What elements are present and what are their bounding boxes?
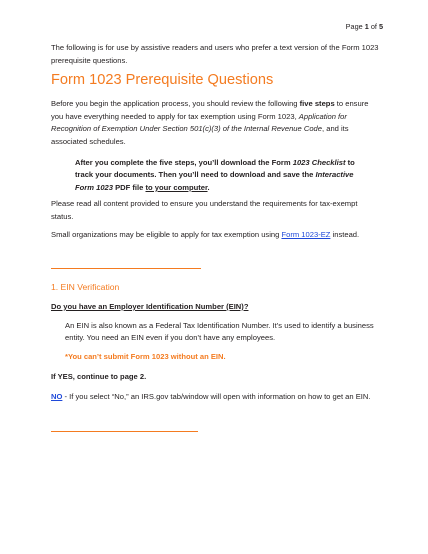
section-divider-bottom xyxy=(51,431,198,432)
page-number: Page 1 of 5 xyxy=(345,22,383,31)
ein-explanation: An EIN is also known as a Federal Tax Identification Number. It’s used to identify a business entity. You need an EIN even if you don’t have any employees. xyxy=(65,321,374,343)
no-instruction: NO - If you select “No,” an IRS.gov tab/window will open with information on how to get an EIN. xyxy=(51,392,371,401)
form-1023-ez-link[interactable]: Form 1023-EZ xyxy=(281,230,331,239)
page-title: Form 1023 Prerequisite Questions xyxy=(51,72,274,88)
form-title-italic: Application for Recognition of Exemption Under Section 501(c)(3) of the Internal Revenue Code xyxy=(51,111,347,134)
ein-question: Do you have an Employer Identification Number (EIN)? xyxy=(51,302,249,311)
page-total: 5 xyxy=(378,22,383,31)
five-steps-emphasis: five steps xyxy=(299,99,335,108)
page-current: 1 xyxy=(364,22,369,31)
intro-paragraph: The following is for use by assistive readers and users who prefer a text version of the Form 1023 prerequisite questions. xyxy=(51,43,379,65)
yes-instruction: If YES, continue to page 2. xyxy=(51,372,147,381)
section-heading-ein: 1. EIN Verification xyxy=(51,282,120,292)
download-callout: After you complete the five steps, you’ll download the Form 1023 Checklist to track your documents. Then you’ll need to download and save the Interactive Form 1023 PDF file to your computer. xyxy=(75,158,355,192)
section-divider xyxy=(51,268,201,269)
read-content-paragraph: Please read all content provided to ensure you understand the requirements for tax-exempt status. xyxy=(51,199,358,221)
no-link[interactable]: NO xyxy=(51,392,63,401)
small-org-paragraph: Small organizations may be eligible to apply for tax exemption using Form 1023-EZ instead. xyxy=(51,230,360,239)
ein-warning: *You can’t submit Form 1023 without an EIN. xyxy=(65,352,226,361)
steps-paragraph: Before you begin the application process, you should review the following five steps to ensure you have everything needed to apply for tax exemption using Form 1023, Application for Recognition of Exemption Under Section 501(c)(3) of the Internal Revenue Code, and its associated schedules. xyxy=(51,99,369,146)
